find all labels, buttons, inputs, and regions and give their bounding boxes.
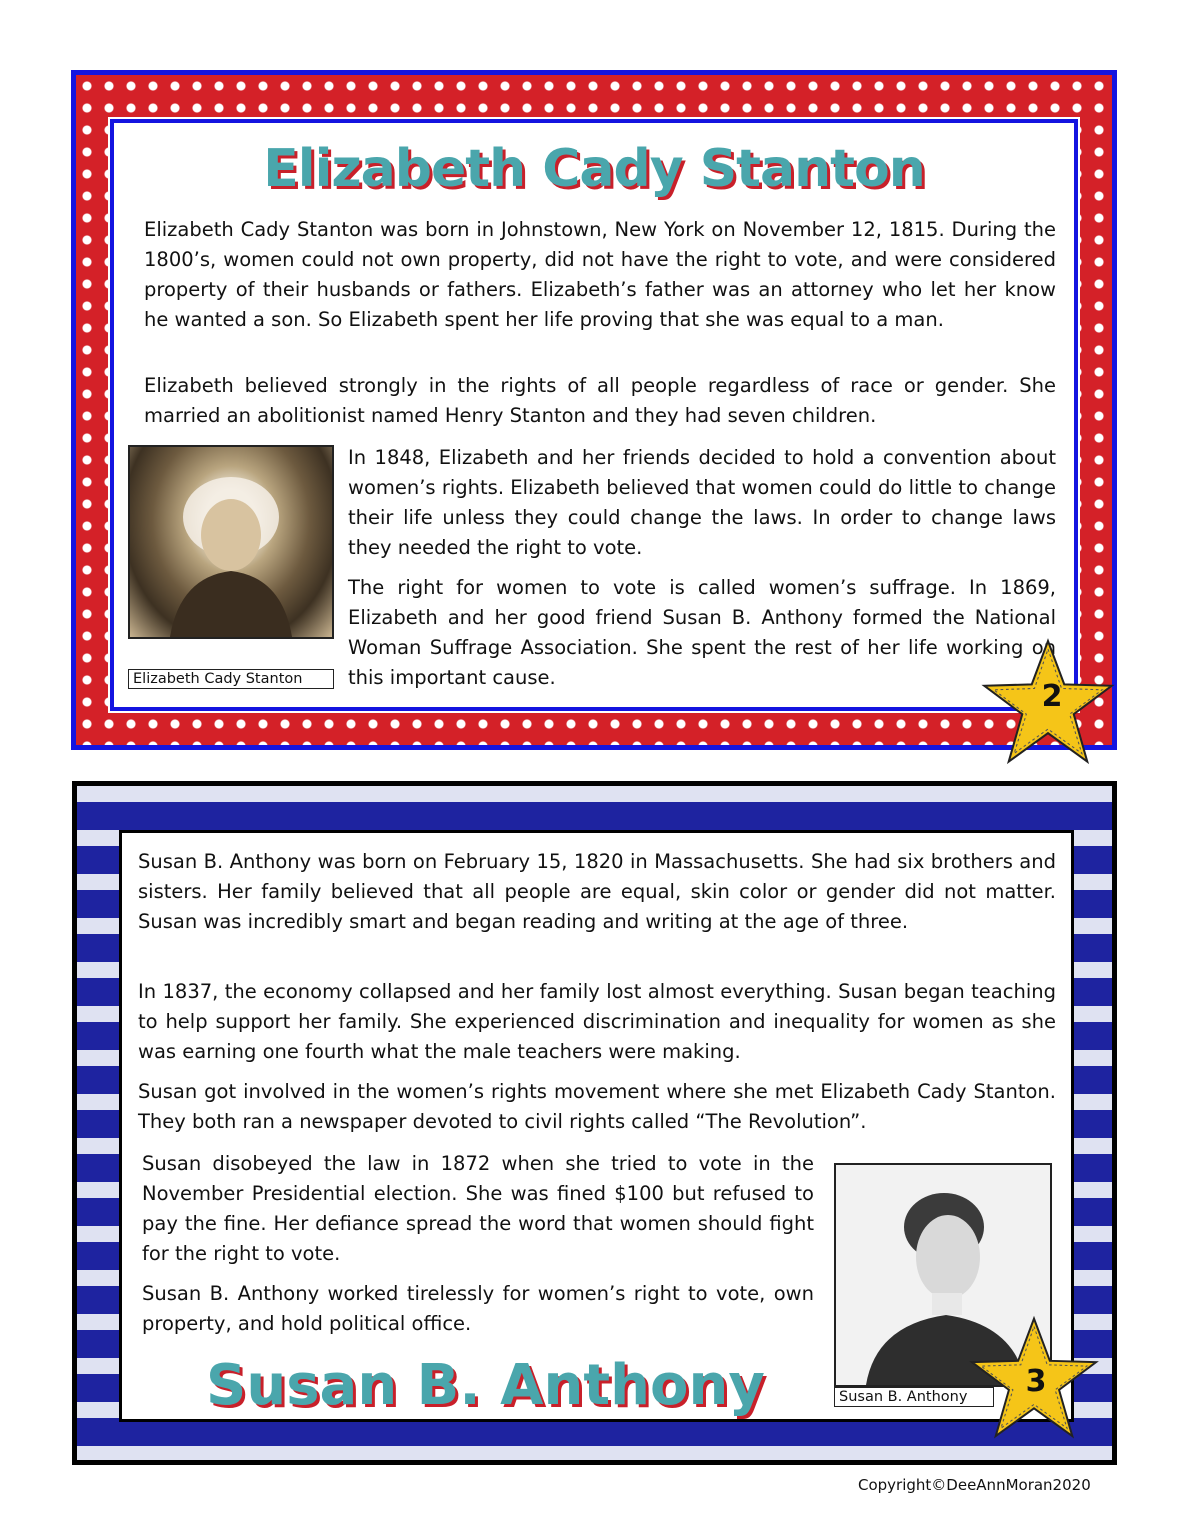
anthony-paragraph-2: In 1837, the economy collapsed and her family lost almost everything. Susan began teaching to help support her family. She experienced discrimination and inequality for women as she was earning one fourth what the male teachers were making. <box>138 980 1056 1063</box>
copyright-notice: Copyright©DeeAnnMoran2020 <box>858 1476 1091 1494</box>
stanton-paragraph-3: In 1848, Elizabeth and her friends decided to hold a convention about women’s rights. Elizabeth believed that women could do little to change their life unless they could change the laws. In order to change laws they needed the right to vote. <box>348 446 1056 559</box>
stanton-card-content <box>110 119 1078 711</box>
stanton-paragraph-2: Elizabeth believed strongly in the rights of all people regardless of race or gender. She married an abolitionist named Henry Stanton and they had seven children. <box>144 374 1056 427</box>
anthony-paragraph-4: Susan disobeyed the law in 1872 when she tried to vote in the November Presidential election. She was fined $100 but refused to pay the fine. Her defiance spread the word that women should fight for the right to vote. <box>142 1152 814 1265</box>
page-number-2: 2 <box>1041 679 1063 714</box>
anthony-title: Susan B. Anthony <box>206 1353 765 1418</box>
anthony-paragraph-3: Susan got involved in the women’s rights movement where she met Elizabeth Cady Stanton. They both ran a newspaper devoted to civil rights called “The Revolution”. <box>138 1080 1056 1133</box>
portrait-silhouette-icon <box>130 447 332 637</box>
stanton-paragraph-4: The right for women to vote is called women’s suffrage. In 1869, Elizabeth and her good friend Susan B. Anthony formed the National Woman Suffrage Association. She spent the rest of her life working on this important cause. <box>348 576 1056 689</box>
anthony-card-content <box>119 830 1074 1422</box>
stanton-title: Elizabeth Cady Stanton <box>263 139 925 199</box>
stanton-paragraph-1: Elizabeth Cady Stanton was born in Johnstown, New York on November 12, 1815. During the 1800’s, women could not own property, did not have the right to vote, and were considered property of their husbands or fathers. Elizabeth’s father was an attorney who let her know he wanted a son. So Elizabeth spent her life proving that she was equal to a man. <box>144 218 1056 331</box>
anthony-card <box>72 781 1117 1465</box>
stanton-portrait-image <box>128 445 334 639</box>
anthony-paragraph-5: Susan B. Anthony worked tirelessly for women’s right to vote, own property, and hold political office. <box>142 1282 814 1335</box>
page-number-3: 3 <box>1025 1364 1047 1399</box>
anthony-photo-caption: Susan B. Anthony <box>834 1387 994 1407</box>
stanton-card <box>71 70 1117 750</box>
stanton-photo-caption: Elizabeth Cady Stanton <box>128 669 334 689</box>
anthony-paragraph-1: Susan B. Anthony was born on February 15, 1820 in Massachusetts. She had six brothers and sisters. Her family believed that all people are equal, skin color or gender did not matter. Susan was incredibly smart and began reading and writing at the age of three. <box>138 850 1056 933</box>
